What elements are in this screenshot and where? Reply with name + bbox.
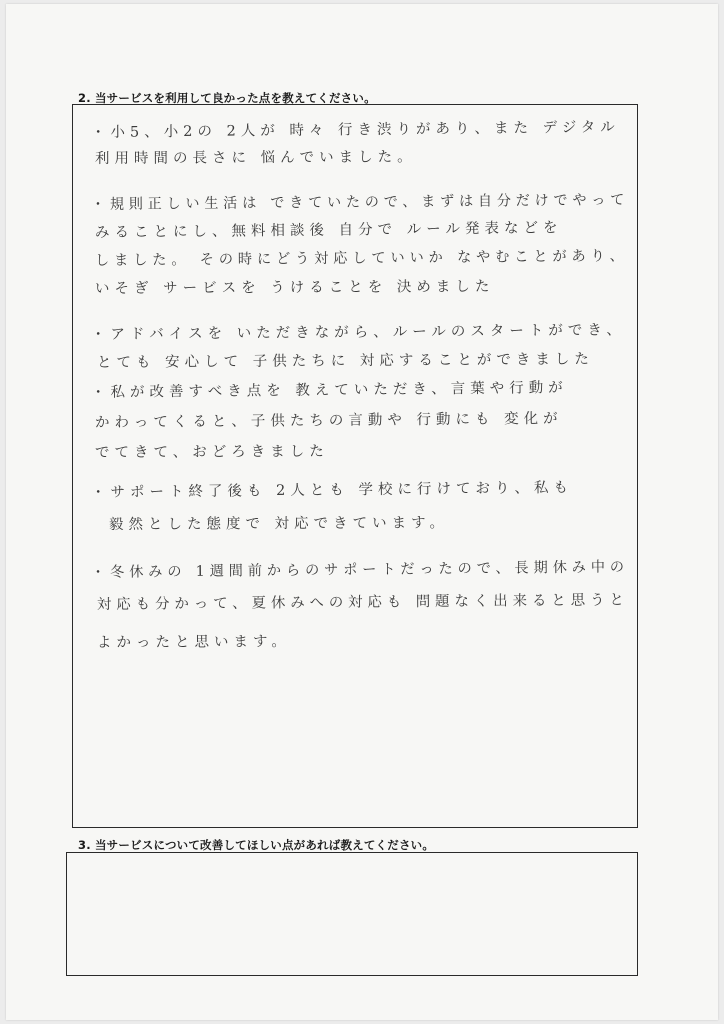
answer-line: ・小5、小2の 2人が 時々 行き渋りがあり、また デジタル bbox=[90, 119, 620, 141]
answer-line: みることにし、無料相談後 自分で ルール発表などを bbox=[94, 220, 563, 241]
survey-page bbox=[6, 4, 718, 1020]
answer-line: ・私が改善すべき点を 教えていただき、言葉や行動が bbox=[90, 380, 568, 401]
question-3-heading: 3. 当サービスについて改善してほしい点があれば教えてください。 bbox=[78, 838, 435, 852]
answer-line: しました。 その時にどう対応していいか なやむことがあり、 bbox=[94, 248, 629, 269]
answer-line: ・サポート終了後も 2人とも 学校に行けており、私も bbox=[90, 479, 574, 501]
question-2-answer-box bbox=[72, 104, 638, 828]
answer-line: かわってくると、子供たちの言動や 行動にも 変化が bbox=[94, 410, 563, 431]
answer-line: 毅然とした態度で 対応できています。 bbox=[108, 515, 449, 533]
answer-line: いそぎ サービスを うけることを 決めました bbox=[94, 278, 495, 297]
answer-line: ・アドバイスを いただきながら、ルールのスタートができ、 bbox=[90, 322, 626, 343]
question-3-answer-box bbox=[66, 852, 638, 976]
answer-line: 対応も分かって、夏休みへの対応も 問題なく出来ると思うと bbox=[96, 592, 629, 613]
question-2-heading: 2. 当サービスを利用して良かった点を教えてください。 bbox=[78, 91, 376, 105]
answer-line: ・規則正しい生活は できていたので、まずは自分だけでやって bbox=[90, 192, 630, 213]
answer-line: でてきて、おどろきました bbox=[94, 443, 329, 461]
answer-line: ・冬休みの 1週間前からのサポートだったので、長期休み中の bbox=[90, 559, 630, 581]
answer-line: とても 安心して 子供たちに 対応することができました bbox=[96, 351, 594, 371]
answer-line: 利用時間の長さに 悩んでいました。 bbox=[94, 149, 417, 167]
answer-line: よかったと思います。 bbox=[96, 633, 291, 651]
